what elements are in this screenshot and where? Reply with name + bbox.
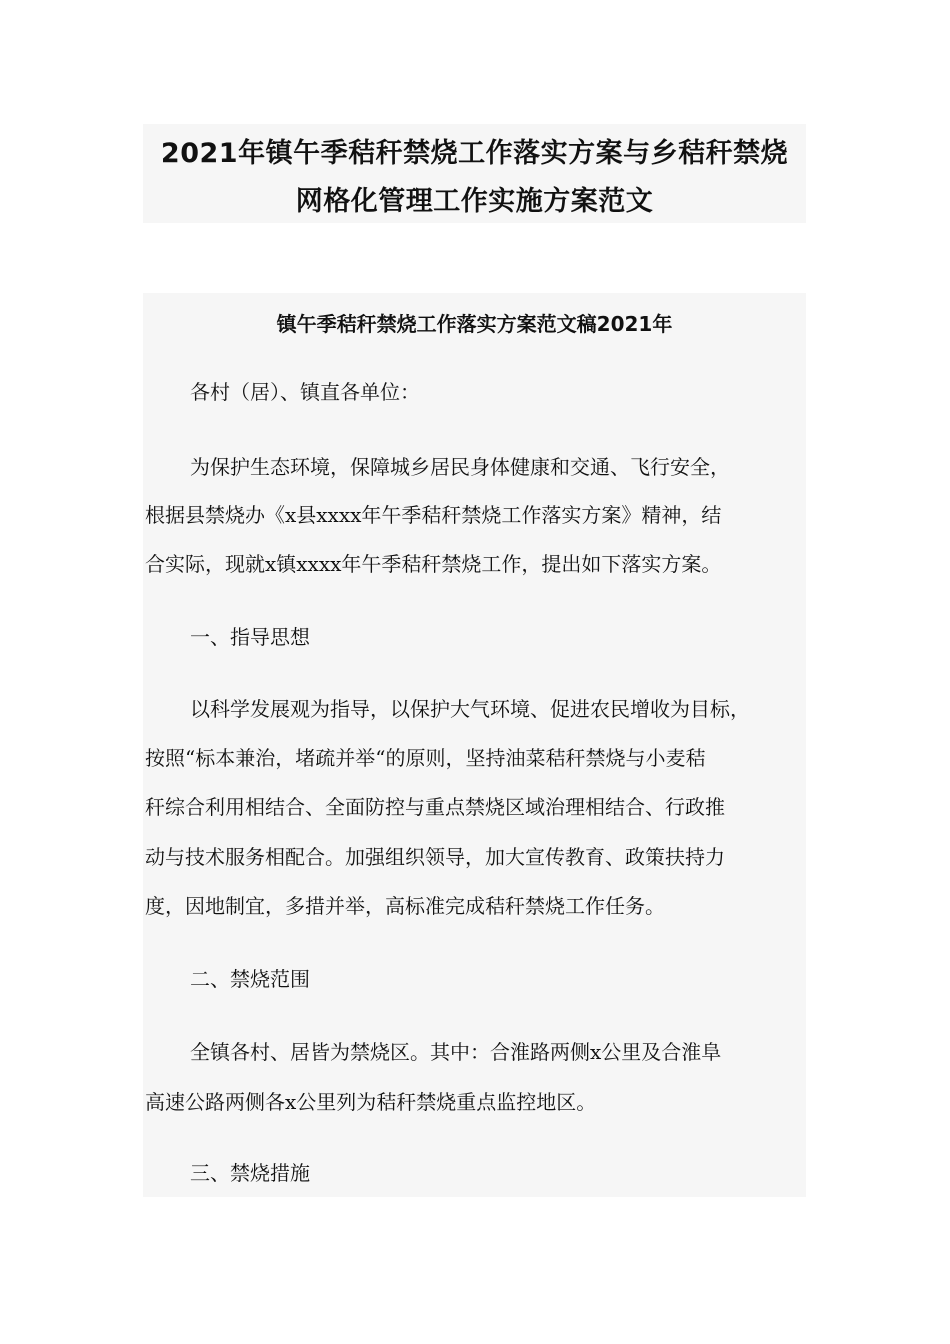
paragraph-1-line-3: 合实际，现就x镇xxxx年午季秸秆禁烧工作，提出如下落实方案。 [145, 552, 722, 576]
paragraph-2-line-4: 动与技术服务相配合。加强组织领导，加大宣传教育、政策扶持力 [145, 845, 725, 869]
salutation: 各村（居）、镇直各单位： [190, 380, 420, 404]
paragraph-3-line-2: 高速公路两侧各x公里列为秸秆禁烧重点监控地区。 [145, 1090, 597, 1114]
heading-prohibition-scope: 二、禁烧范围 [190, 967, 310, 991]
document-title [143, 124, 806, 223]
paragraph-2-line-1: 以科学发展观为指导，以保护大气环境、促进农民增收为目标， [190, 697, 750, 721]
title-line-1: 2021年镇午季秸秆禁烧工作落实方案与乡秸秆禁烧 [160, 138, 789, 169]
paragraph-2-line-2: 按照“标本兼治，堵疏并举“的原则，坚持油菜秸秆禁烧与小麦秸 [145, 746, 706, 770]
paragraph-2-line-5: 度，因地制宜，多措并举，高标准完成秸秆禁烧工作任务。 [145, 894, 665, 918]
paragraph-3-line-1: 全镇各村、居皆为禁烧区。其中：合淮路两侧x公里及合淮阜 [190, 1040, 722, 1064]
paragraph-2-line-3: 秆综合利用相结合、全面防控与重点禁烧区域治理相结合、行政推 [145, 795, 725, 819]
paragraph-1-line-1: 为保护生态环境，保障城乡居民身体健康和交通、飞行安全， [190, 455, 730, 479]
heading-guiding-ideology: 一、指导思想 [190, 625, 310, 649]
section-subtitle: 镇午季秸秆禁烧工作落实方案范文稿2021年 [276, 312, 673, 336]
title-line-2: 网格化管理工作实施方案范文 [295, 186, 654, 217]
paragraph-1-line-2: 根据县禁烧办《x县xxxx年午季秸秆禁烧工作落实方案》精神，结 [145, 503, 722, 527]
heading-prohibition-measures: 三、禁烧措施 [190, 1161, 310, 1185]
document-body [143, 293, 806, 1197]
